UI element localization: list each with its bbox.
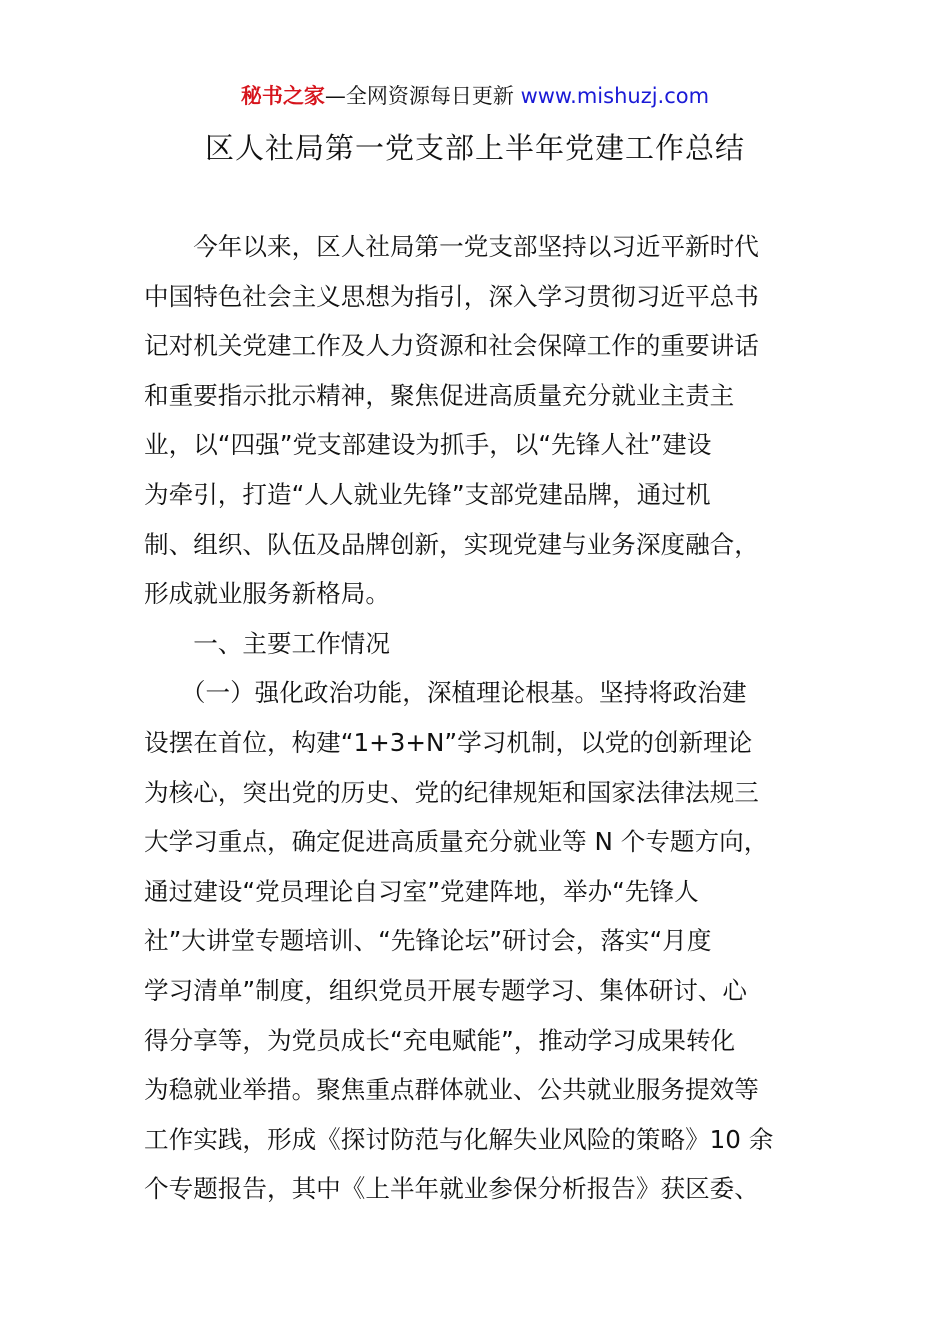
body-line: 社”大讲堂专题培训、“先锋论坛”研讨会，落实“月度 xyxy=(144,926,712,956)
body-line: 为稳就业举措。聚焦重点群体就业、公共就业服务提效等 xyxy=(144,1075,759,1105)
body-line: 为核心，突出党的历史、党的纪律规矩和国家法律法规三 xyxy=(144,777,759,807)
body-line: 为牵引，打造“人人就业先锋”支部党建品牌，通过机 xyxy=(144,479,711,509)
body-line: 和重要指示批示精神，聚焦促进高质量充分就业主责主 xyxy=(144,380,735,410)
body-line: 通过建设“党员理论自习室”党建阵地，举办“先锋人 xyxy=(144,876,699,906)
site-url[interactable]: www.mishuzj.com xyxy=(520,84,710,108)
site-header xyxy=(0,80,950,112)
body-line: 记对机关党建工作及人力资源和社会保障工作的重要讲话 xyxy=(144,331,759,361)
document-body xyxy=(144,222,806,1214)
body-line: 工作实践，形成《探讨防范与化解失业风险的策略》10 余 xyxy=(144,1124,774,1154)
body-line: 个专题报告，其中《上半年就业参保分析报告》获区委、 xyxy=(144,1174,759,1204)
body-line: 学习清单”制度，组织党员开展专题学习、集体研讨、心 xyxy=(144,975,747,1005)
section-heading: 一、主要工作情况 xyxy=(144,628,390,658)
body-line: 大学习重点，确定促进高质量充分就业等 N 个专题方向， xyxy=(144,827,769,857)
body-line: 设摆在首位，构建“1+3+N”学习机制，以党的创新理论 xyxy=(144,727,753,757)
body-line: 业，以“四强”党支部建设为抓手，以“先锋人社”建设 xyxy=(144,430,712,460)
body-line: 今年以来，区人社局第一党支部坚持以习近平新时代 xyxy=(144,232,759,261)
body-line: 中国特色社会主义思想为指引，深入学习贯彻习近平总书 xyxy=(144,281,759,311)
site-brand: 秘书之家 xyxy=(240,84,325,108)
body-line: 得分享等，为党员成长“充电赋能”，推动学习成果转化 xyxy=(144,1025,736,1055)
body-line: （一）强化政治功能，深植理论根基。坚持将政治建 xyxy=(144,678,747,708)
body-line: 制、组织、队伍及品牌创新，实现党建与业务深度融合， xyxy=(144,529,759,559)
body-line: 形成就业服务新格局。 xyxy=(144,579,390,609)
site-tagline: —全网资源每日更新 xyxy=(324,84,514,108)
document-title: 区人社局第一党支部上半年党建工作总结 xyxy=(204,131,745,165)
